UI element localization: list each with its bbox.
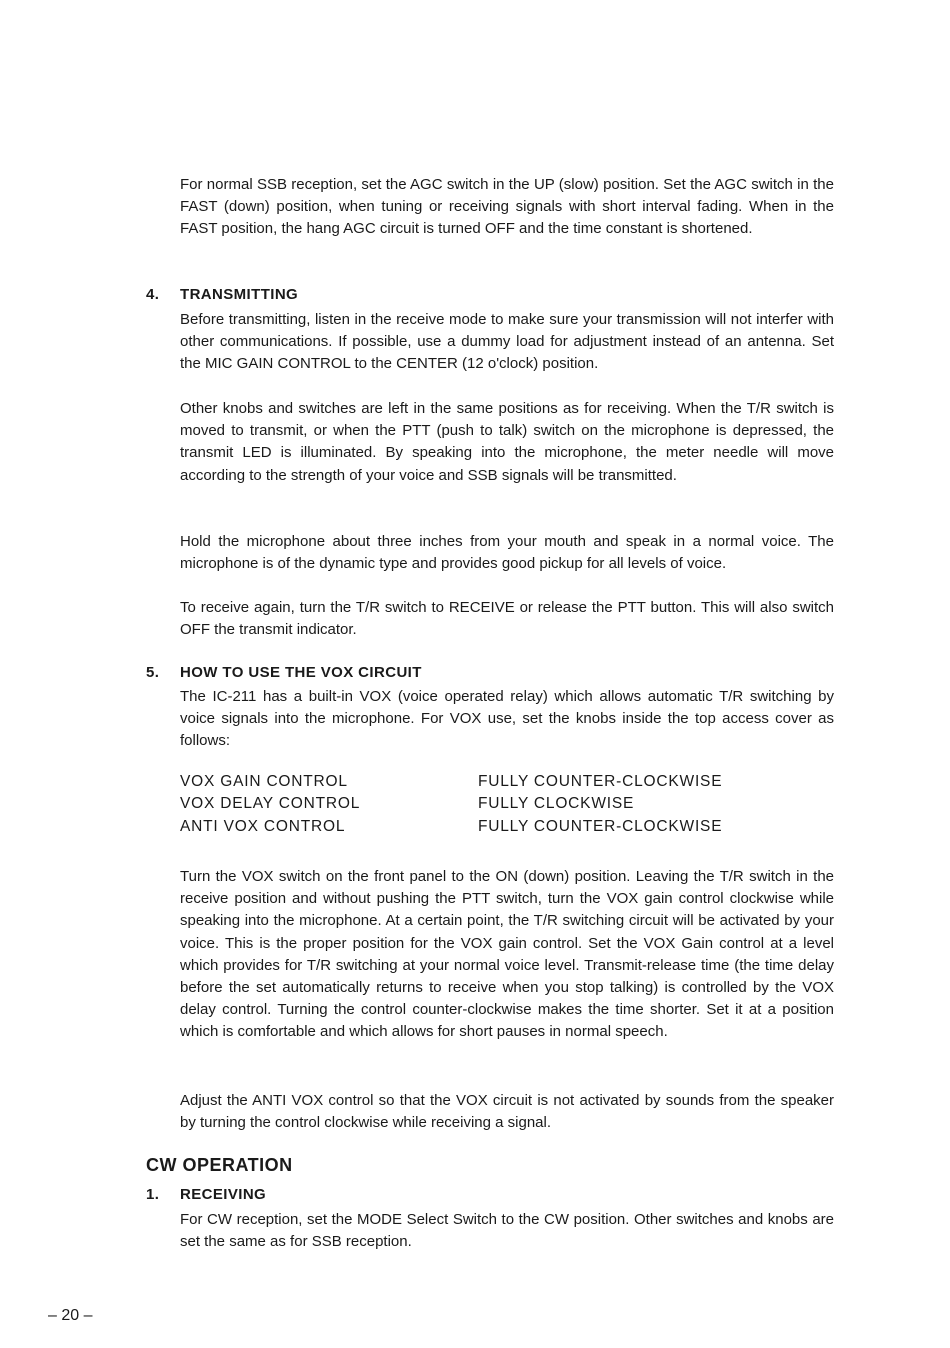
control-setting: FULLY CLOCKWISE bbox=[478, 795, 635, 813]
settings-row bbox=[180, 773, 834, 795]
cw-operation-heading: CW OPERATION bbox=[146, 1155, 293, 1175]
section-title: TRANSMITTING bbox=[180, 286, 299, 303]
transmitting-paragraph-1: Before transmitting, listen in the receive mode to make sure your transmission will not interfer with other communications. If possible, use a dummy load for adjustment instead of an antenna. Set the MIC GAIN CONTROL to the CENTER (12 o'clock) position. bbox=[180, 311, 834, 373]
receiving-paragraph: For CW reception, set the MODE Select Switch to the CW position. Other switches and knobs are set the same as for SSB reception. bbox=[180, 1211, 834, 1251]
section-title: HOW TO USE THE VOX CIRCUIT bbox=[180, 664, 422, 681]
settings-row bbox=[180, 818, 834, 840]
transmitting-paragraph-4: To receive again, turn the T/R switch to RECEIVE or release the PTT button. This will also switch OFF the transmit indicator. bbox=[180, 599, 834, 639]
page-number: – 20 – bbox=[48, 1307, 93, 1324]
transmitting-paragraph-3: Hold the microphone about three inches from your mouth and speak in a normal voice. The microphone is of the dynamic type and provides good pickup for all levels of voice. bbox=[180, 533, 834, 573]
control-name: VOX DELAY CONTROL bbox=[180, 795, 361, 813]
intro-paragraph: For normal SSB reception, set the AGC switch in the UP (slow) position. Set the AGC switch in the FAST (down) position, when tuning or receiving signals with short interval fading. When in the FAST position, the hang AGC circuit is turned OFF and the time constant is shortened. bbox=[180, 176, 834, 238]
section-heading-vox bbox=[146, 664, 422, 681]
section-heading-transmitting bbox=[146, 286, 298, 303]
transmitting-paragraph-2: Other knobs and switches are left in the same positions as for receiving. When the T/R switch is moved to transmit, or when the PTT (push to talk) switch on the microphone is depressed, the transmit LED is illuminated. By speaking into the microphone, the meter needle will move according to the strength of your voice and SSB signals will be transmitted. bbox=[180, 400, 834, 484]
settings-row bbox=[180, 795, 834, 817]
section-heading-receiving bbox=[146, 1186, 266, 1203]
vox-paragraph-3: Adjust the ANTI VOX control so that the VOX circuit is not activated by sounds from the speaker by turning the control clockwise while receiving a signal. bbox=[180, 1092, 834, 1132]
section-number: 4. bbox=[146, 286, 160, 303]
section-number: 5. bbox=[146, 664, 160, 681]
control-name: VOX GAIN CONTROL bbox=[180, 773, 348, 790]
control-setting: FULLY COUNTER-CLOCKWISE bbox=[478, 817, 723, 835]
section-title: RECEIVING bbox=[180, 1186, 267, 1203]
vox-settings-list bbox=[180, 773, 834, 840]
control-setting: FULLY COUNTER-CLOCKWISE bbox=[478, 773, 723, 790]
vox-paragraph-2: Turn the VOX switch on the front panel to the ON (down) position. Leaving the T/R switch in the receive position and without pushing the PTT switch, turn the VOX gain control clockwise while speaking into the microphone. At a certain point, the T/R switching circuit will be activated by your voice. This is the proper position for the VOX gain control. Set the VOX Gain control at a level which provides for T/R switching at your normal voice level. Transmit-release time (the time delay before the set automatically returns to receive when you stop talking) is controlled by the VOX delay control. Turning the control counter-clockwise makes the time shorter. Set it at a position which is comfortable and which allows for short pauses in normal speech. bbox=[180, 868, 834, 1041]
vox-paragraph-1: The IC-211 has a built-in VOX (voice operated relay) which allows automatic T/R switching by voice signals into the microphone. For VOX use, set the knobs inside the top access cover as follows: bbox=[180, 688, 834, 750]
section-number: 1. bbox=[146, 1186, 160, 1203]
control-name: ANTI VOX CONTROL bbox=[180, 817, 346, 835]
